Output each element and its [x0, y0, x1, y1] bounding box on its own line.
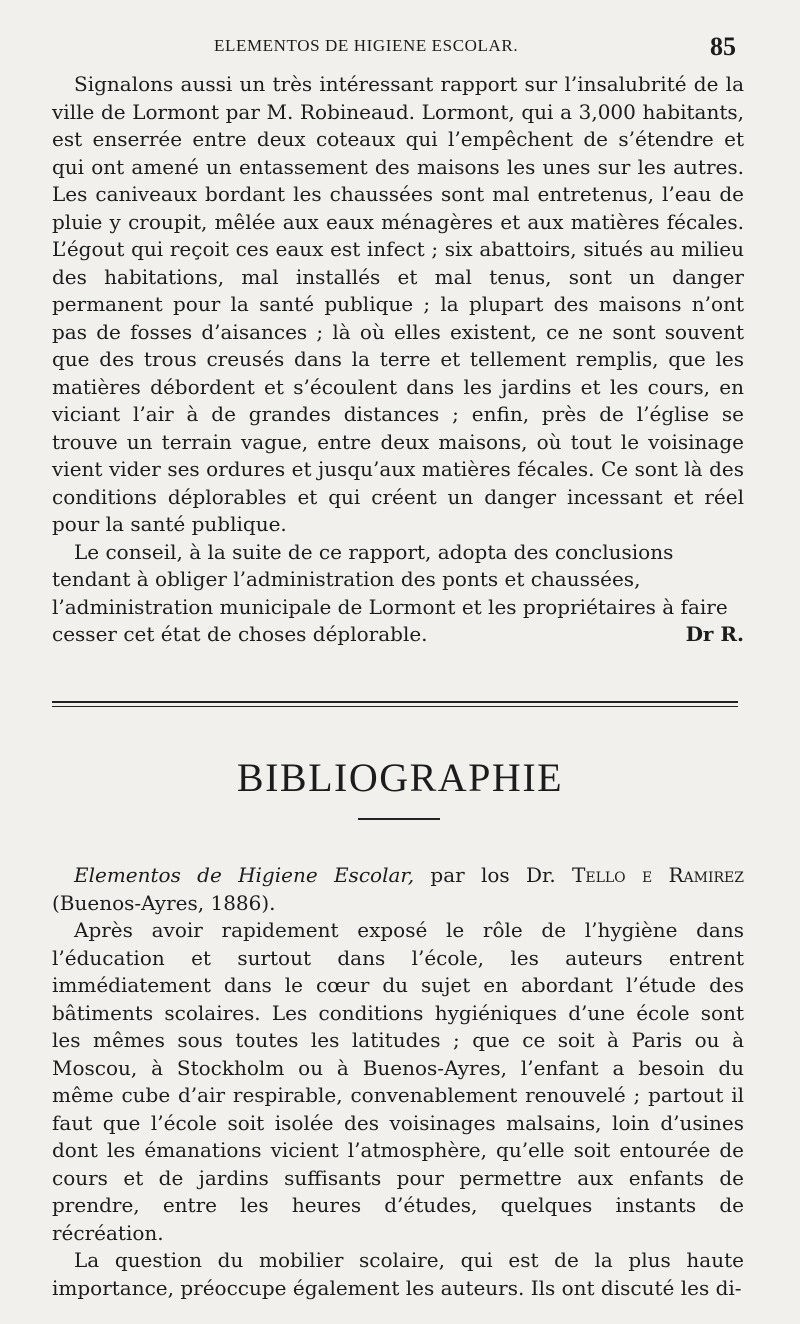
section-heading: BIBLIOGRAPHIE	[236, 755, 564, 800]
section-divider-top	[52, 701, 738, 703]
review-paragraph: Après avoir rapidement exposé le rôle de l’hygiène dans l’éducation et surtout dans l’école, les auteurs entrent immédiatement dans le cœur du sujet en abordant l’étude des bâtiments scolaires. Les conditions hygiéniques d’une école sont les mêmes sous toutes les latitudes ; que ce soit à Paris ou à Moscou, à Stockholm ou à Buenos-Ayres, l’enfant a besoin du même cube d’air respirable, convenablement renouvelé ; partout il faut que l’école soit isolée des voisinages malsains, loin d’usines dont les émanations vicient l’atmosphère, qu’elle soit entourée de cours et de jardins suffisants pour permettre aux enfants de prendre, entre les heures d’études, quelques instants de récréation.	[52, 918, 744, 1245]
running-title: ELEMENTOS DE HIGIENE ESCOLAR.	[214, 36, 519, 55]
book-authors: Tello e Ramirez	[572, 863, 744, 887]
review-body	[52, 862, 744, 1302]
article-paragraph-text: Le conseil, à la suite de ce rapport, adopta des conclusions tendant à obliger l’administration des ponts et chaussées, l’administration municipale de Lormont et les propriétaires à faire cesser cet état de choses déplorable.	[52, 539, 728, 646]
section-divider-bottom	[52, 706, 738, 707]
review-paragraph: La question du mobilier scolaire, qui est de la plus haute importance, préoccupe également les auteurs. Ils ont discuté les di-	[52, 1248, 744, 1300]
article-body	[52, 71, 744, 649]
book-by: par los Dr.	[414, 863, 573, 887]
page-number: 85	[710, 32, 736, 61]
article-paragraph	[52, 539, 744, 649]
book-reference	[52, 862, 744, 917]
signature: Dr R.	[685, 622, 744, 646]
book-publication: (Buenos-Ayres, 1886).	[52, 890, 276, 915]
article-paragraph: Signalons aussi un très intéressant rapport sur l’insalubrité de la ville de Lormont par M. Robineaud. Lormont, qui a 3,000 habitants, est enserrée entre deux coteaux qui l’empêchent de s’étendre et qui ont amené un entassement des maisons les unes sur les autres. Les caniveaux bordant les chaussées sont mal entretenus, l’eau de pluie y croupit, mêlée aux eaux ménagères et aux matières fécales. L’égout qui reçoit ces eaux est infect ; six abattoirs, situés au milieu des habitations, mal installés et mal tenus, sont un danger permanent pour la santé publique ; la plupart des maisons n’ont pas de fosses d’aisances ; là où elles existent, ce ne sont souvent que des trous creusés dans la terre et tellement remplis, que les matières débordent et s’écoulent dans les jardins et les cours, en viciant l’air à de grandes distances ; enfin, près de l’église se trouve un terrain vague, entre deux maisons, où tout le voisinage vient vider ses ordures et jusqu’aux matières fécales. Ce sont là des conditions déplorables et qui créent un danger incessant et réel pour la santé publique.	[52, 72, 744, 536]
running-head	[0, 32, 800, 62]
book-title: Elementos de Higiene Escolar,	[74, 863, 415, 887]
heading-underline	[358, 818, 440, 820]
